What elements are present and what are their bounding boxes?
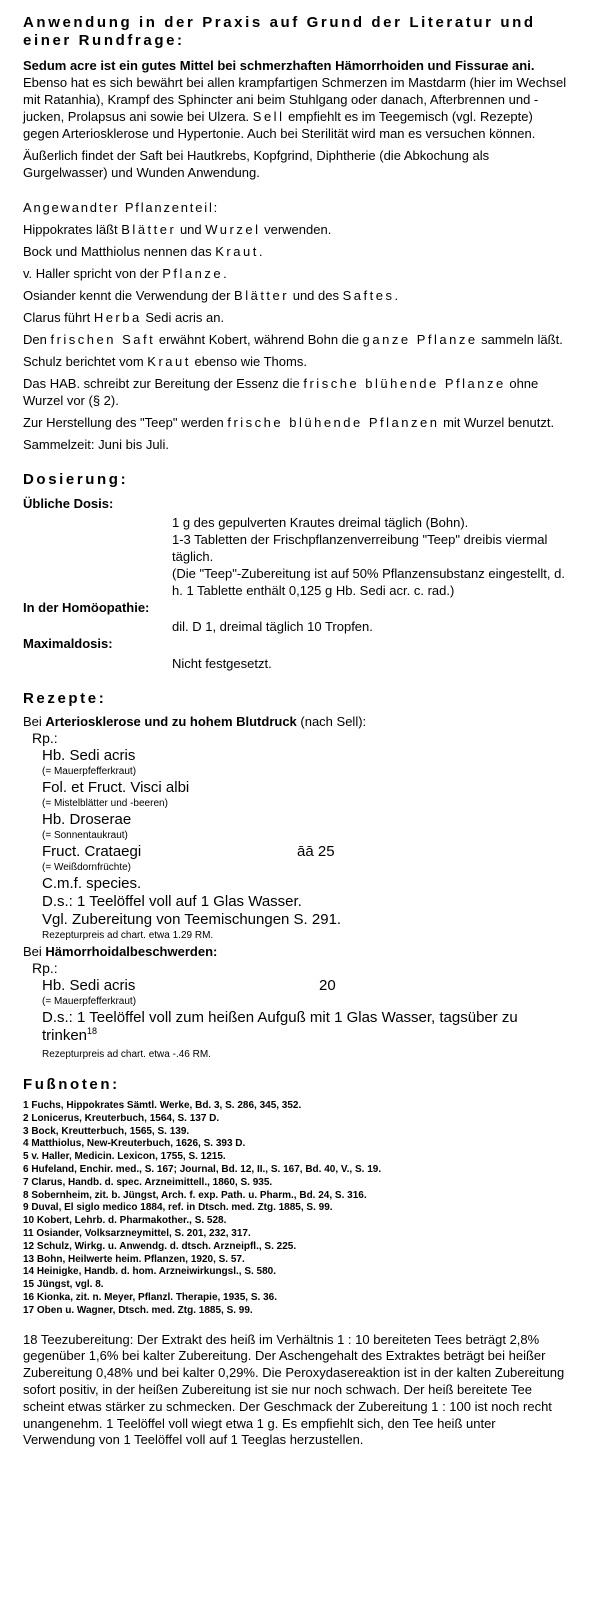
footnote-item: 16 Kionka, zit. n. Meyer, Pflanzl. Therapie, 1935, S. 36. xyxy=(23,1291,277,1303)
footnote-item: 6 Hufeland, Enchir. med., S. 167; Journal, Bd. 12, II., S. 167, Bd. 40, V., S. 19. xyxy=(23,1163,382,1175)
line-hab: Das HAB. schreibt zur Bereitung der Essenz die frische blühende Pflanze ohne Wurzel vor (§ 2). xyxy=(23,376,539,408)
recipe-1-ingredient: Hb. Sedi acris xyxy=(42,747,136,764)
line-schulz: Schulz berichtet vom Kraut ebenso wie Thoms. xyxy=(23,354,307,369)
paragraph-aeusserlich: Äußerlich findet der Saft bei Hautkrebs, Kopfgrind, Diphtherie (die Abkochung als Gurgelwasser) und Wunden Anwendung. xyxy=(23,148,490,180)
recipe-2-item: Hb. Sedi acris 20 xyxy=(42,977,336,994)
recipe-2-item-note: (= Mauerpfefferkraut) xyxy=(42,996,137,1007)
line-bock: Bock und Matthiolus nennen das Kraut. xyxy=(23,244,263,259)
footnote-item: 13 Bohn, Heilwerte heim. Pflanzen, 1920, S. 57. xyxy=(23,1253,245,1265)
line-osiander: Osiander kennt die Verwendung der Blätter und des Saftes. xyxy=(23,288,399,303)
footnote-item: 1 Fuchs, Hippokrates Sämtl. Werke, Bd. 3, S. 286, 345, 352. xyxy=(23,1100,302,1111)
footnote-item: 2 Lonicerus, Kreuterbuch, 1564, S. 137 D. xyxy=(23,1112,220,1124)
footnote-item: 10 Kobert, Lehrb. d. Pharmakother., S. 528. xyxy=(23,1215,227,1227)
recipe-1-ingredient: Fol. et Fruct. Visci albi xyxy=(42,779,190,796)
recipe-2-price: Rezepturpreis ad chart. etwa -.46 RM. xyxy=(42,1049,211,1060)
recipe-1-ingredient-note: (= Sonnentaukraut) xyxy=(42,830,128,841)
dose-label: Übliche Dosis: xyxy=(23,496,114,511)
footnote-18-text: 18 Teezubereitung: Der Extrakt des heiß im Verhältnis 1 : 10 bereiteten Tees beträgt 2,8% gegenüber 1,6% bei kalter Zubereitung. Der Aschengehalt des Extraktes beträgt bei heißer Zubereitung 0,48% und bei kalter 0,29%. Die Peroxydasereaktion ist in der kalten Zubereitung sofort positiv, in der heißen Zubereitung ist sie nur noch schwach. Der heiß bereitete Tee scheint etwas stärker zu schmecken. Der Geschmack der Zubereitung 1 : 100 ist noch recht unangenehm. 1 Teelöffel voll wiegt etwa 1 g. Es empfiehlt sich, den Tee heiß unter Verwendung von 1 Teelöffel voll auf 1 Teeglas herzustellen. xyxy=(23,1331,565,1448)
footnote-item: 9 Duval, El siglo medico 1884, ref. in Dtsch. med. Ztg. 1885, S. 99. xyxy=(23,1202,333,1214)
footnote-list xyxy=(23,1100,571,1318)
dose-line-1: 1 g des gepulverten Krautes dreimal täglich (Bohn). xyxy=(172,515,469,530)
maximaldosis-label: Maximaldosis: xyxy=(23,636,113,651)
recipe-1-crataegi-note: (= Weißdornfrüchte) xyxy=(42,862,132,873)
recipe-1-list xyxy=(23,747,571,843)
section-heading-rezepte: Rezepte: xyxy=(23,690,107,707)
spaced-name: Sell xyxy=(252,109,285,124)
recipe-1-rp: Rp.: xyxy=(32,730,58,746)
footnote-item: 11 Osiander, Volksarzneymittel, S. 201, 232, 317. xyxy=(23,1227,251,1239)
paragraph-anwendung xyxy=(23,57,571,142)
recipe-1-ingredient: Hb. Droserae xyxy=(42,811,132,828)
recipe-1-ingredient-note: (= Mauerpfefferkraut) xyxy=(42,766,137,777)
section-heading-dosierung: Dosierung: xyxy=(23,471,129,488)
line-teep: Zur Herstellung des "Teep" werden frische blühende Pflanzen mit Wurzel benutzt. xyxy=(23,415,555,430)
homoeopathie-label: In der Homöopathie: xyxy=(23,600,150,615)
recipe-1-price: Rezepturpreis ad chart. etwa 1.29 RM. xyxy=(42,930,214,941)
footnote-item: 14 Heinigke, Handb. d. hom. Arzneiwirkungsl., S. 580. xyxy=(23,1266,277,1278)
recipe-1-vgl: Vgl. Zubereitung von Teemischungen S. 291. xyxy=(42,911,342,928)
footnote-item: 7 Clarus, Handb. d. spec. Arzneimittell., 1860, S. 935. xyxy=(23,1176,273,1188)
line-kobert: Den frischen Saft erwähnt Kobert, während Bohn die ganze Pflanze sammeln läßt. xyxy=(23,332,563,347)
recipe-1-crataegi: Fruct. Crataegi āā 25 xyxy=(42,843,335,860)
recipe-1-ds: D.s.: 1 Teelöffel voll auf 1 Glas Wasser. xyxy=(42,893,302,910)
footnote-ref-18: 18 xyxy=(87,1026,98,1036)
footnote-item: 15 Jüngst, vgl. 8. xyxy=(23,1279,104,1291)
text-span: Ebenso hat es sich bewährt bei allen krampfartigen Schmerzen im Mastdarm (hier im Wechsel mit Ratanhia), Krampf des Sphincter ani beim Stuhlgang oder danach, Afterbrennen und -jucken, Prolapsus ani sowie bei Ulzera. xyxy=(23,75,567,124)
recipe-1-ingredient-note: (= Mistelblätter und -beeren) xyxy=(42,798,168,809)
maximaldosis-value: Nicht festgesetzt. xyxy=(172,656,272,671)
recipe-1-cmf: C.m.f. species. xyxy=(42,875,142,892)
dose-line-2: 1-3 Tabletten der Frischpflanzenverreibung "Teep" dreibis viermal täglich. xyxy=(172,532,548,564)
footnote-item: 5 v. Haller, Medicin. Lexicon, 1755, S. 1215. xyxy=(23,1151,226,1163)
footnote-item: 4 Matthiolus, New-Kreuterbuch, 1626, S. 393 D. xyxy=(23,1138,246,1150)
footnote-item: 12 Schulz, Wirkg. u. Anwendg. d. dtsch. Arzneipfl., S. 225. xyxy=(23,1240,297,1252)
text-span: empfiehlt es im Teegemisch (vgl. Rezepte) gegen Arteriosklerose und Hypertonie. Auch bei Sterilität wird man es versuchen können. xyxy=(23,109,536,141)
section-heading-anwendung: Anwendung in der Praxis auf Grund der Literatur und einer Rundfrage: xyxy=(23,14,536,49)
section-heading-fussnoten: Fußnoten: xyxy=(23,1076,120,1093)
footnote-item: 17 Oben u. Wagner, Dtsch. med. Ztg. 1885, S. 99. xyxy=(23,1304,253,1316)
recipe-2-ds: D.s.: 1 Teelöffel voll zum heißen Aufguß mit 1 Glas Wasser, tagsüber zu trinken$^{18}$ xyxy=(42,1009,518,1044)
line-haller: v. Haller spricht von der Pflanze. xyxy=(23,266,227,281)
line-sammelzeit: Sammelzeit: Juni bis Juli. xyxy=(23,437,169,452)
line-clarus: Clarus führt Herba Sedi acris an. xyxy=(23,310,225,325)
dose-line-3: (Die "Teep"-Zubereitung ist auf 50% Pflanzensubstanz eingestellt, d. h. 1 Tablette enthält 0,125 g Hb. Sedi acr. c. rad.) xyxy=(172,566,565,598)
bold-lead: Sedum acre ist ein gutes Mittel bei schmerzhaften Hämorrhoiden und Fissurae ani. xyxy=(23,58,535,73)
recipe-2-intro: Bei Hämorrhoidalbeschwerden: xyxy=(23,944,218,959)
recipe-2-rp: Rp.: xyxy=(32,960,58,976)
footnote-item: 3 Bock, Kreutterbuch, 1565, S. 139. xyxy=(23,1125,190,1137)
recipe-1-intro: Bei Arteriosklerose und zu hohem Blutdruck (nach Sell): xyxy=(23,714,367,729)
line-hippokrates: Hippokrates läßt Blätter und Wurzel verwenden. xyxy=(23,222,332,237)
homoeopathie-value: dil. D 1, dreimal täglich 10 Tropfen. xyxy=(172,619,373,634)
subheading-pflanzenteil: Angewandter Pflanzenteil: xyxy=(23,200,220,215)
footnote-item: 8 Sobernheim, zit. b. Jüngst, Arch. f. exp. Path. u. Pharm., Bd. 24, S. 316. xyxy=(23,1189,367,1201)
